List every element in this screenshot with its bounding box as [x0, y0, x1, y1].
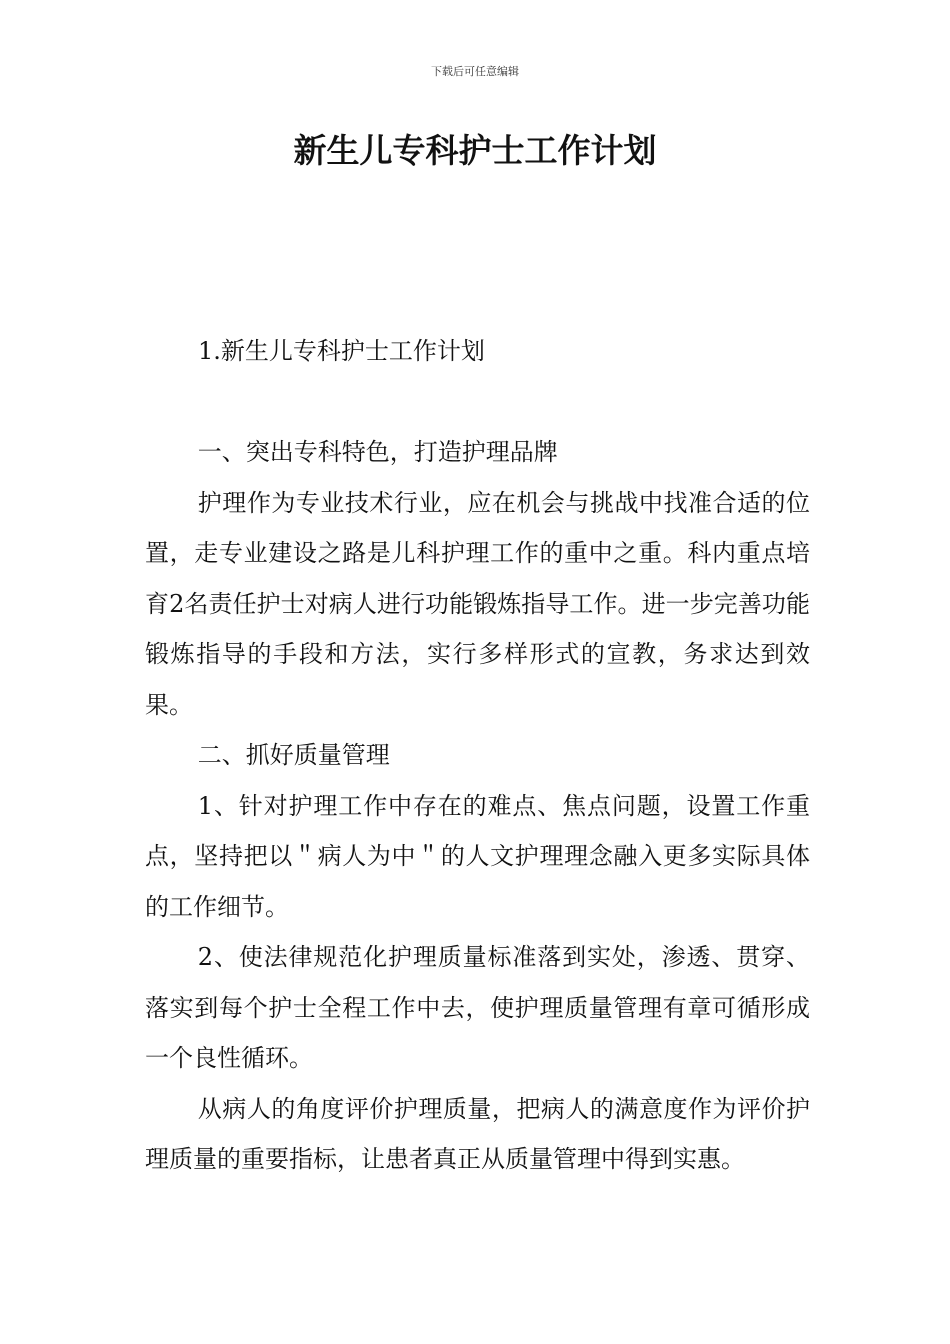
paragraph-heading-2: 二、抓好质量管理: [197, 741, 390, 769]
paragraph: 2、使法律规范化护理质量标准落到实处，渗透、贯穿、落实到每个护士全程工作中去，使护理质量管理有章可循形成一个良性循环。: [145, 943, 810, 1072]
section-heading: 1.新生儿专科护士工作计划: [198, 337, 485, 365]
page-header-note: 下载后可任意编辑: [431, 65, 519, 78]
paragraph: 护理作为专业技术行业，应在机会与挑战中找准合适的位置，走专业建设之路是儿科护理工作的重中之重。科内重点培育2名责任护士对病人进行功能锻炼指导工作。进一步完善功能锻炼指导的手段和方法，实行多样形式的宣教，务求达到效果。: [145, 488, 810, 719]
paragraph: 从病人的角度评价护理质量，把病人的满意度作为评价护理质量的重要指标，让患者真正从质量管理中得到实惠。: [145, 1094, 810, 1173]
paragraph: 1、针对护理工作中存在的难点、焦点问题，设置工作重点，坚持把以＂病人为中＂的人文护理理念融入更多实际具体的工作细节。: [145, 791, 810, 921]
document-body: [145, 427, 810, 1185]
document-title: 新生儿专科护士工作计划: [293, 131, 657, 170]
paragraph-heading-1: 一、突出专科特色，打造护理品牌: [197, 438, 558, 466]
